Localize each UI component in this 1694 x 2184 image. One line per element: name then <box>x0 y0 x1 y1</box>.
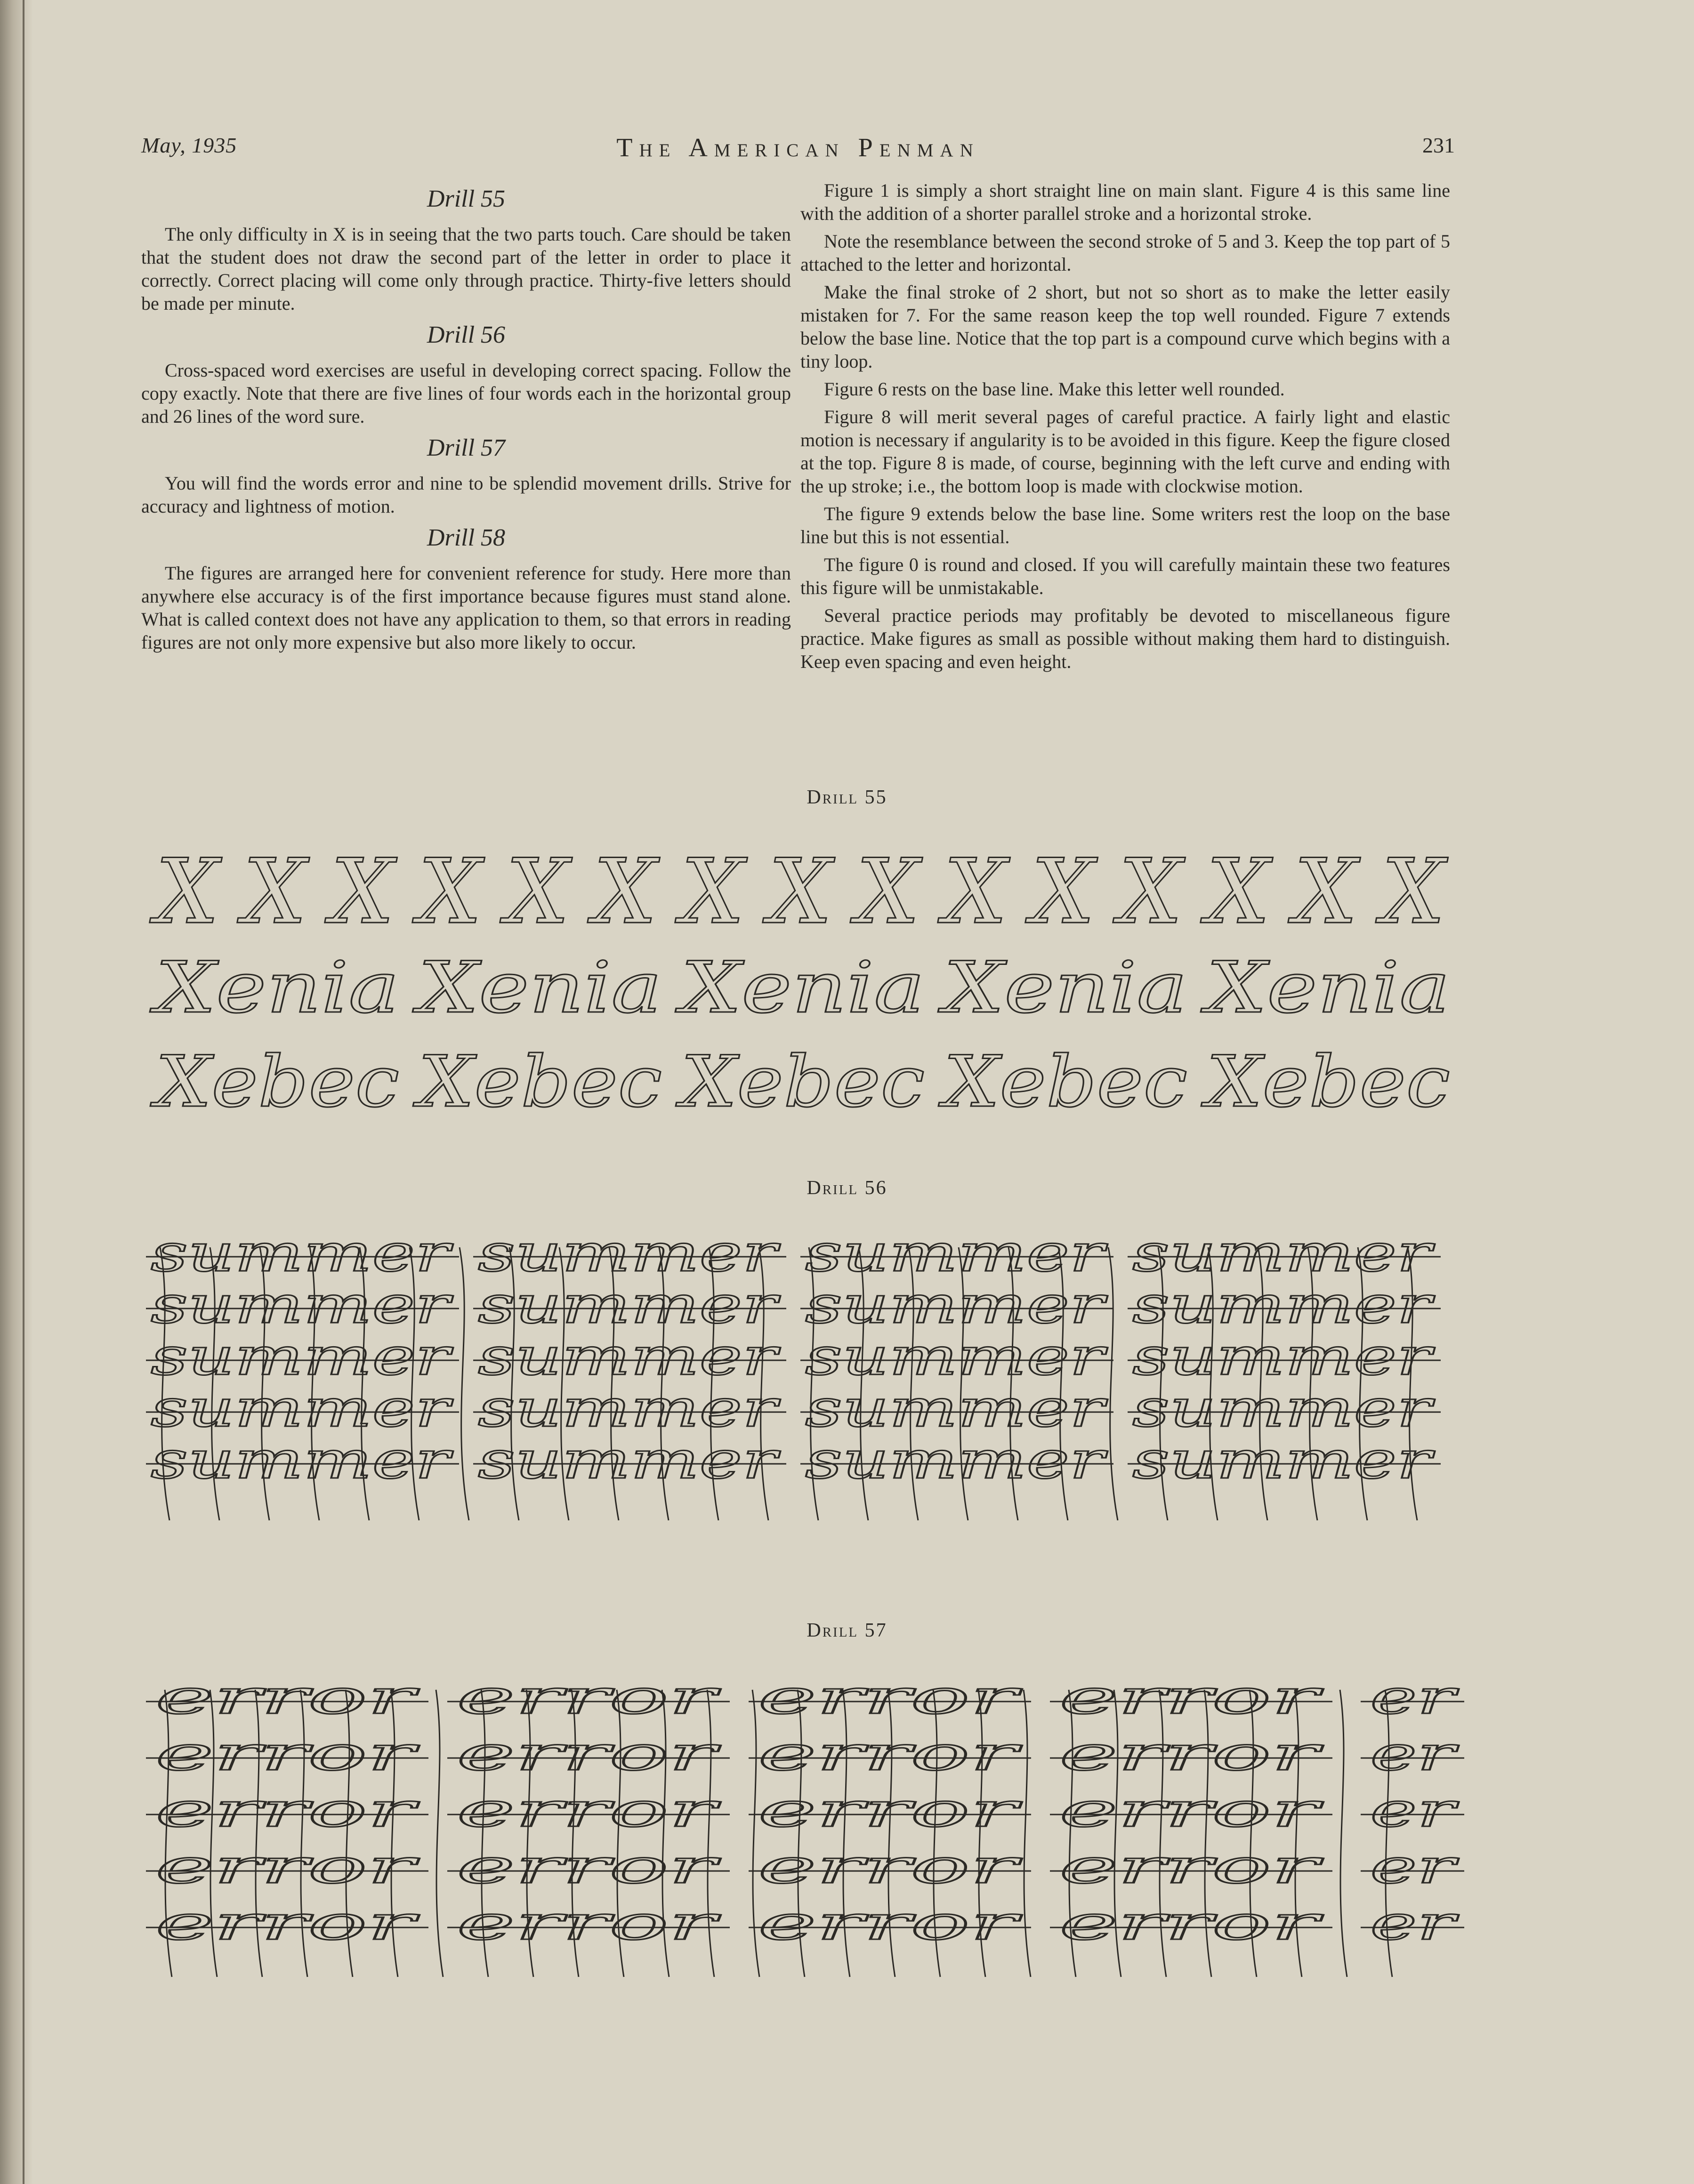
drill-57-plate-label: Drill 57 <box>807 1620 887 1641</box>
script-word-error: error <box>758 1839 1022 1894</box>
script-x-letter: X <box>243 840 307 944</box>
script-word-xebec: Xebec <box>412 1041 662 1123</box>
script-word-summer: summer <box>151 1326 454 1387</box>
script-word-error: error <box>758 1783 1022 1838</box>
drill-57-heading: Drill 57 <box>427 434 506 461</box>
script-x-letter: X <box>1031 840 1095 944</box>
script-fragment-er: er <box>1370 1839 1459 1894</box>
right-column <box>800 179 1450 678</box>
script-word-summer: summer <box>151 1275 454 1335</box>
drill-56-plate-label: Drill 56 <box>807 1177 887 1199</box>
script-word-xebec: Xebec <box>1201 1041 1450 1123</box>
script-word-summer: summer <box>1132 1275 1436 1335</box>
script-x-letter: X <box>506 840 570 944</box>
script-word-error: error <box>1059 1670 1323 1725</box>
script-word-summer: summer <box>151 1430 454 1490</box>
script-x-letter: X <box>944 840 1008 944</box>
script-word-xenia: Xenia <box>1200 947 1450 1029</box>
script-x-letter: X <box>768 840 832 944</box>
script-x-letter: X <box>1119 840 1183 944</box>
drill-58-text: The figures are arranged here for convenient reference for study. Here more than anywhere else accuracy is of the first importance because figures must stand alone. What is called context does not have any application to them, so that errors in reading figures are not only more expensive but also more likely to occur. <box>141 562 791 653</box>
script-word-summer: summer <box>478 1430 781 1490</box>
script-x-letter: X <box>856 840 920 944</box>
script-x-letter: X <box>155 840 219 944</box>
script-word-summer: summer <box>1132 1223 1436 1283</box>
figure-paragraph: Figure 6 rests on the base line. Make this letter well rounded. <box>824 378 1285 400</box>
vertical-loop-stroke <box>460 1247 469 1520</box>
script-word-summer: summer <box>805 1223 1108 1283</box>
script-word-xebec: Xebec <box>150 1041 399 1123</box>
script-word-error: error <box>1059 1895 1323 1951</box>
script-word-summer: summer <box>1132 1378 1436 1438</box>
script-word-error: error <box>155 1670 419 1725</box>
script-word-xenia: Xenia <box>675 947 925 1029</box>
script-word-summer: summer <box>478 1326 781 1387</box>
script-word-error: error <box>758 1726 1022 1781</box>
script-word-error: error <box>1059 1783 1323 1838</box>
drill-55-heading: Drill 55 <box>427 185 506 212</box>
script-word-summer: summer <box>478 1378 781 1438</box>
page-number: 231 <box>1422 133 1455 157</box>
drill-56-text: Cross-spaced word exercises are useful in developing correct spacing. Follow the copy exactly. Note that there are five lines of four words each in the horizontal group and 26 lines of the word sure. <box>141 360 791 427</box>
script-word-xenia: Xenia <box>412 947 662 1029</box>
figure-paragraph: Several practice periods may profitably be devoted to miscellaneous figure practice. Make figures as small as possible without making them hard to distinguish. Keep even spacing and even height. <box>800 605 1450 672</box>
script-x-letter: X <box>681 840 745 944</box>
drill-57-plate <box>0 1670 1694 2005</box>
script-word-error: error <box>1059 1839 1323 1894</box>
figure-paragraph: Note the resemblance between the second stroke of 5 and 3. Keep the top part of 5 attached to the letter and horizontal. <box>800 231 1450 275</box>
script-word-summer: summer <box>151 1378 454 1438</box>
drill-58-heading: Drill 58 <box>427 524 506 551</box>
script-word-summer: summer <box>805 1378 1108 1438</box>
script-word-xebec: Xebec <box>938 1041 1187 1123</box>
script-word-summer: summer <box>478 1275 781 1335</box>
script-fragment-er: er <box>1370 1895 1459 1951</box>
vertical-loop-stroke <box>1108 1247 1118 1520</box>
script-word-error: error <box>1059 1726 1323 1781</box>
script-word-summer: summer <box>805 1275 1108 1335</box>
script-word-summer: summer <box>1132 1326 1436 1387</box>
script-word-error: error <box>155 1783 419 1838</box>
magazine-title: The American Penman <box>616 133 980 162</box>
script-word-error: error <box>155 1726 419 1781</box>
script-fragment-er: er <box>1370 1783 1459 1838</box>
script-x-letter: X <box>593 840 657 944</box>
script-word-summer: summer <box>805 1326 1108 1387</box>
figure-paragraph: The figure 0 is round and closed. If you will carefully maintain these two features this figure will be unmistakable. <box>800 554 1450 598</box>
script-word-error: error <box>155 1895 419 1951</box>
issue-date: May, 1935 <box>141 133 237 157</box>
script-word-summer: summer <box>478 1223 781 1283</box>
figure-paragraph: Make the final stroke of 2 short, but not so short as to make the letter easily mistaken for 7. For the same reason keep the top well rounded. Figure 7 extends below the base line. Notice that the top part is a compound curve which begins with a tiny loop. <box>800 281 1450 372</box>
script-word-summer: summer <box>805 1430 1108 1490</box>
script-word-error: error <box>758 1670 1022 1725</box>
script-word-error: error <box>758 1895 1022 1951</box>
figure-paragraph: Figure 1 is simply a short straight line on main slant. Figure 4 is this same line with the addition of a shorter parallel stroke and a horizontal stroke. <box>800 180 1450 224</box>
script-fragment-er: er <box>1370 1726 1459 1781</box>
figure-paragraph: Figure 8 will merit several pages of careful practice. A fairly light and elastic motion is necessary if angularity is to be avoided in this figure. Keep the figure closed at the top. Figure 8 is made, of course, beginning with the left curve and ending with the up stroke; i.e., the bottom loop is made with clockwise motion. <box>800 406 1450 497</box>
script-word-error: error <box>457 1726 721 1781</box>
script-x-letter: X <box>1381 840 1445 944</box>
script-word-xenia: Xenia <box>149 947 399 1029</box>
script-word-error: error <box>457 1783 721 1838</box>
script-word-xebec: Xebec <box>675 1041 925 1123</box>
drill-55-plate <box>0 828 1694 1167</box>
script-fragment-er: er <box>1370 1670 1459 1725</box>
script-word-error: error <box>457 1670 721 1725</box>
script-x-letter: X <box>1206 840 1270 944</box>
script-word-summer: summer <box>151 1223 454 1283</box>
figure-paragraph: The figure 9 extends below the base line. Some writers rest the loop on the base line but this is not essential. <box>800 503 1450 547</box>
script-word-error: error <box>457 1895 721 1951</box>
drill-56-heading: Drill 56 <box>427 321 506 348</box>
script-x-letter: X <box>331 840 395 944</box>
script-word-summer: summer <box>1132 1430 1436 1490</box>
vertical-loop-stroke <box>436 1690 443 1977</box>
left-column <box>141 179 791 658</box>
script-x-letter: X <box>1294 840 1358 944</box>
script-x-letter: X <box>418 840 482 944</box>
vertical-loop-stroke <box>1024 1690 1031 1977</box>
script-word-error: error <box>155 1839 419 1894</box>
drill-57-text: You will find the words error and nine to be splendid movement drills. Strive for accuracy and lightness of motion. <box>141 473 791 517</box>
vertical-loop-stroke <box>1340 1690 1347 1977</box>
drill-56-plate <box>0 1223 1694 1558</box>
drill-55-text: The only difficulty in X is in seeing that the two parts touch. Care should be taken that the student does not draw the second part of the letter in order to place it correctly. Correct placing will come only through practice. Thirty-five letters should be made per minute. <box>141 224 791 314</box>
page-header <box>141 133 1455 170</box>
script-word-xenia: Xenia <box>937 947 1187 1029</box>
drill-55-plate-label: Drill 55 <box>807 787 887 808</box>
script-word-error: error <box>457 1839 721 1894</box>
